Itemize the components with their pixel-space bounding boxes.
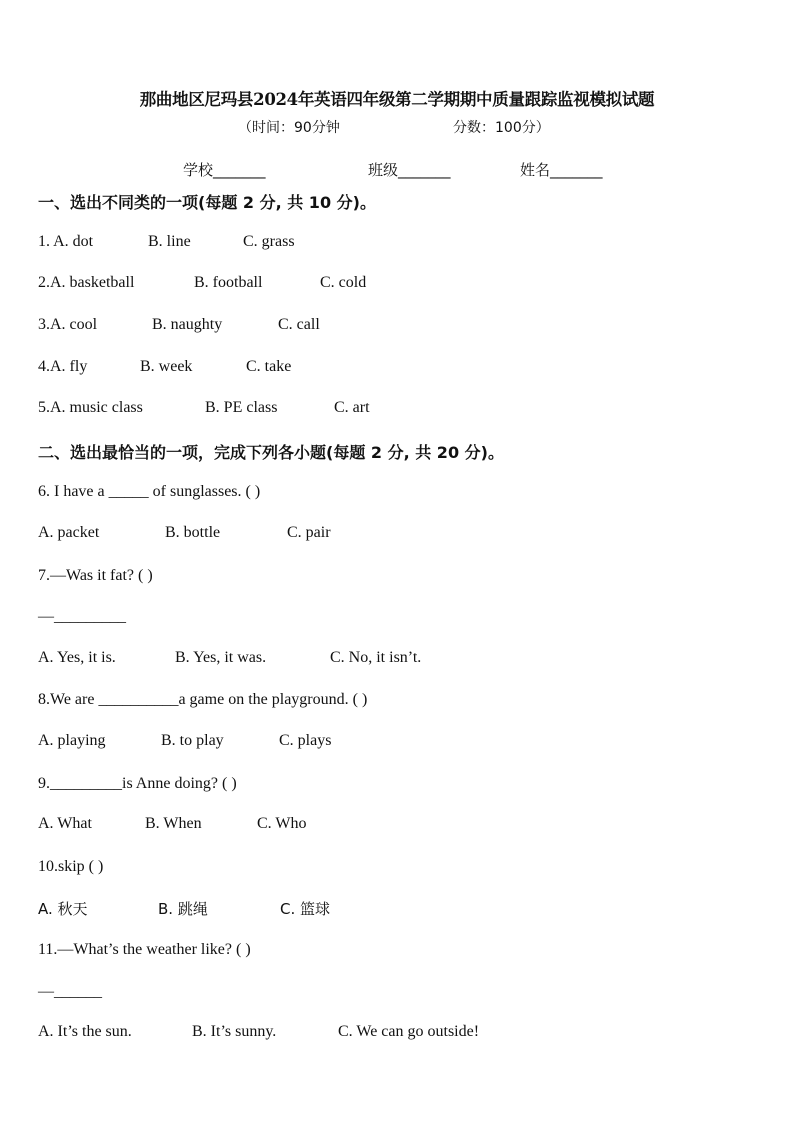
q8-option-c: C. plays [279,732,332,749]
q2-option-a: 2.A. basketball [38,274,135,291]
q10-option-b: B. 跳绳 [158,900,208,918]
exam-time: （时间：90分钟 [238,120,340,136]
page-title: 那曲地区尼玛县2024年英语四年级第二学期期中质量跟踪监视模拟试题 [139,90,655,109]
q11-option-c: C. We can go outside! [338,1023,480,1040]
q7-stem: 7.—Was it fat? ( ) [38,567,153,584]
q9-option-a: A. What [38,815,92,832]
q11-stem: 11.—What’s the weather like? ( ) [38,941,251,958]
q6-option-c: C. pair [287,524,331,541]
q6-option-a: A. packet [38,524,100,541]
q1-option-b: B. line [148,233,191,250]
q9-stem: 9._________is Anne doing? ( ) [38,775,237,792]
q7-answer-blank: —_________ [38,608,126,625]
q3-option-c: C. call [278,316,320,333]
q8-stem: 8.We are __________a game on the playground. ( ) [38,691,368,708]
section-2-heading: 二、选出最恰当的一项，完成下列各小题(每题 2 分, 共 20 分)。 [38,443,504,462]
q10-stem: 10.skip ( ) [38,858,104,875]
name-field: 姓名_______ [520,161,603,179]
q1-option-c: C. grass [243,233,295,250]
class-field: 班级_______ [368,161,451,179]
q9-option-c: C. Who [257,815,307,832]
q5-option-a: 5.A. music class [38,399,143,416]
q10-option-c: C. 篮球 [280,900,331,918]
q2-option-c: C. cold [320,274,367,291]
q7-option-a: A. Yes, it is. [38,649,116,666]
q5-option-b: B. PE class [205,399,278,416]
q9-option-b: B. When [145,815,202,832]
q8-option-b: B. to play [161,732,224,749]
school-field: 学校_______ [183,161,266,179]
q11-option-b: B. It’s sunny. [192,1023,277,1040]
q1-option-a: 1. A. dot [38,233,94,250]
q10-option-a: A. 秋天 [38,900,88,918]
q4-option-c: C. take [246,358,292,375]
q7-option-c: C. No, it isn’t. [330,649,422,666]
q5-option-c: C. art [334,399,370,416]
q4-option-b: B. week [140,358,193,375]
q6-stem: 6. I have a _____ of sunglasses. ( ) [38,483,261,500]
exam-score: 分数：100分） [453,120,550,136]
q11-option-a: A. It’s the sun. [38,1023,132,1040]
q3-option-a: 3.A. cool [38,316,98,333]
q3-option-b: B. naughty [152,316,223,333]
q11-answer-blank: —______ [38,983,102,1000]
q7-option-b: B. Yes, it was. [175,649,267,666]
q8-option-a: A. playing [38,732,106,749]
section-1-heading: 一、选出不同类的一项(每题 2 分, 共 10 分)。 [38,193,376,212]
q4-option-a: 4.A. fly [38,358,88,375]
q6-option-b: B. bottle [165,524,221,541]
q2-option-b: B. football [194,274,263,291]
